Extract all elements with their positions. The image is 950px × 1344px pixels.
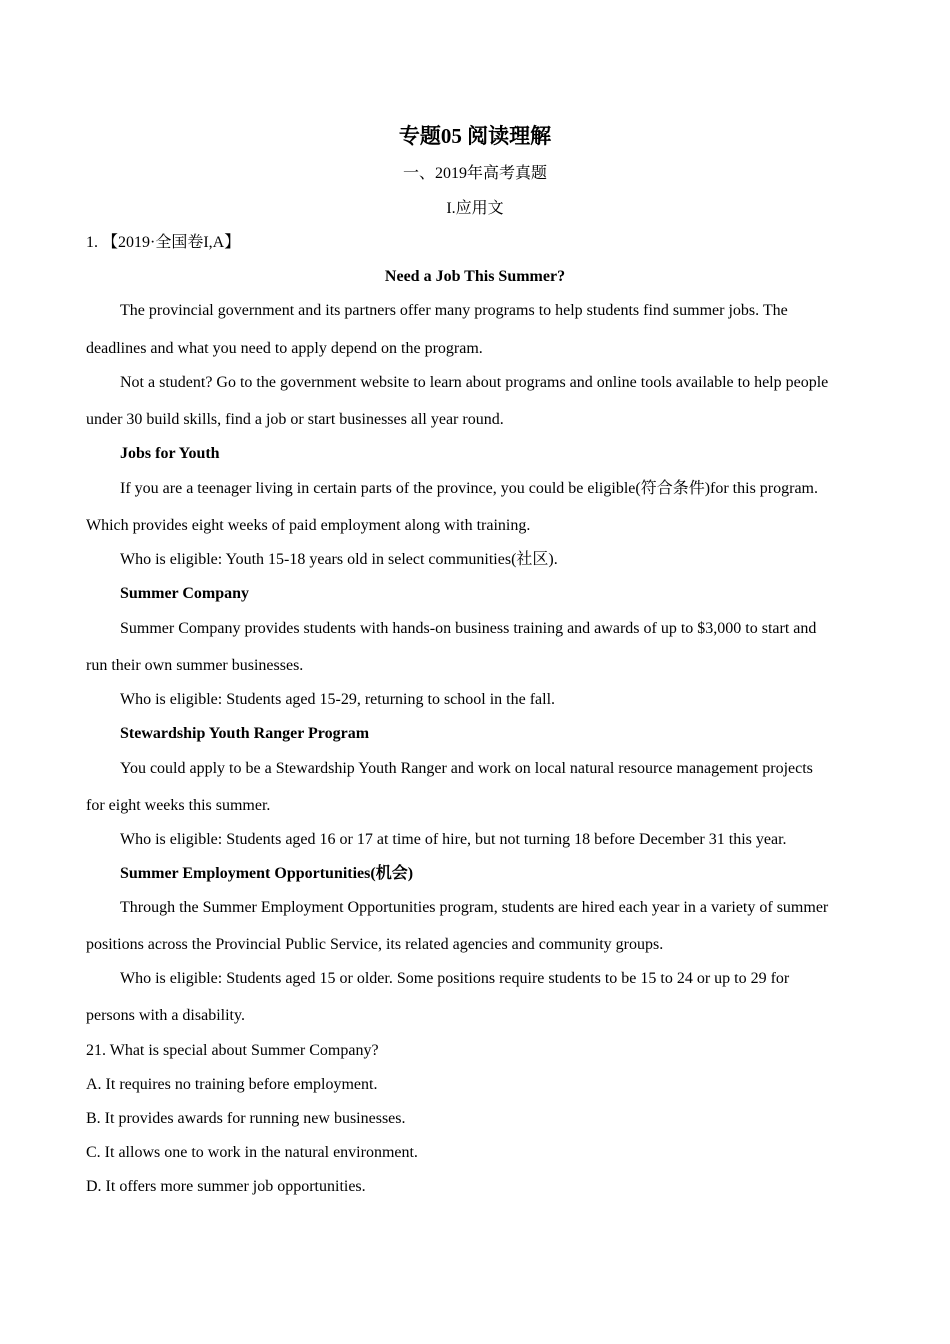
answer-option-c: C. It allows one to work in the natural environment.	[86, 1144, 418, 1161]
section-description-line-2: run their own summer businesses.	[86, 657, 304, 674]
section-eligibility-line-1: Who is eligible: Students aged 15 or older. Some positions require students to be 15 to 24 or up to 29 for	[120, 970, 790, 987]
question-source: 1. 【2019·全国卷I,A】	[86, 234, 241, 251]
section-description-line-1: If you are a teenager living in certain parts of the province, you could be eligible(符合条件)for this program.	[120, 480, 818, 497]
section-heading-summer-employment-opportunities: Summer Employment Opportunities(机会)	[120, 865, 414, 882]
intro-paragraph-1-line-2: deadlines and what you need to apply depend on the program.	[86, 340, 483, 357]
answer-option-b: B. It provides awards for running new businesses.	[86, 1110, 406, 1127]
intro-paragraph-1-line-1: The provincial government and its partners offer many programs to help students find summer jobs. The	[120, 302, 788, 319]
section-description-line-1: Through the Summer Employment Opportunities program, students are hired each year in a variety of summer	[120, 899, 829, 916]
section-eligibility-line-2: persons with a disability.	[86, 1007, 245, 1024]
document-title: 专题05 阅读理解	[398, 124, 552, 148]
answer-option-d: D. It offers more summer job opportunities.	[86, 1178, 366, 1195]
intro-paragraph-2-line-1: Not a student? Go to the government website to learn about programs and online tools available to help people	[120, 374, 829, 391]
section-description-line-2: positions across the Provincial Public Service, its related agencies and community groups.	[86, 936, 664, 953]
answer-option-a: A. It requires no training before employment.	[86, 1076, 378, 1093]
passage-title: Need a Job This Summer?	[384, 268, 566, 285]
section-eligibility: Who is eligible: Students aged 16 or 17 at time of hire, but not turning 18 before December 31 this year.	[120, 831, 787, 848]
section-description-line-2: for eight weeks this summer.	[86, 797, 271, 814]
section-description-line-1: Summer Company provides students with hands-on business training and awards of up to $3,000 to start and	[120, 620, 817, 637]
section-eligibility: Who is eligible: Youth 15-18 years old in select communities(社区).	[120, 551, 558, 568]
section-heading: 一、2019年高考真题	[402, 165, 547, 182]
section-description-line-1: You could apply to be a Stewardship Youth Ranger and work on local natural resource management projects	[120, 760, 813, 777]
subsection-heading: I.应用文	[446, 200, 504, 217]
section-heading-stewardship-youth-ranger: Stewardship Youth Ranger Program	[120, 725, 370, 742]
question-stem: 21. What is special about Summer Company?	[86, 1042, 379, 1059]
section-heading-summer-company: Summer Company	[120, 585, 250, 602]
section-heading-jobs-for-youth: Jobs for Youth	[120, 445, 220, 462]
section-eligibility: Who is eligible: Students aged 15-29, returning to school in the fall.	[120, 691, 556, 708]
section-description-line-2: Which provides eight weeks of paid employment along with training.	[86, 517, 531, 534]
intro-paragraph-2-line-2: under 30 build skills, find a job or start businesses all year round.	[86, 411, 504, 428]
